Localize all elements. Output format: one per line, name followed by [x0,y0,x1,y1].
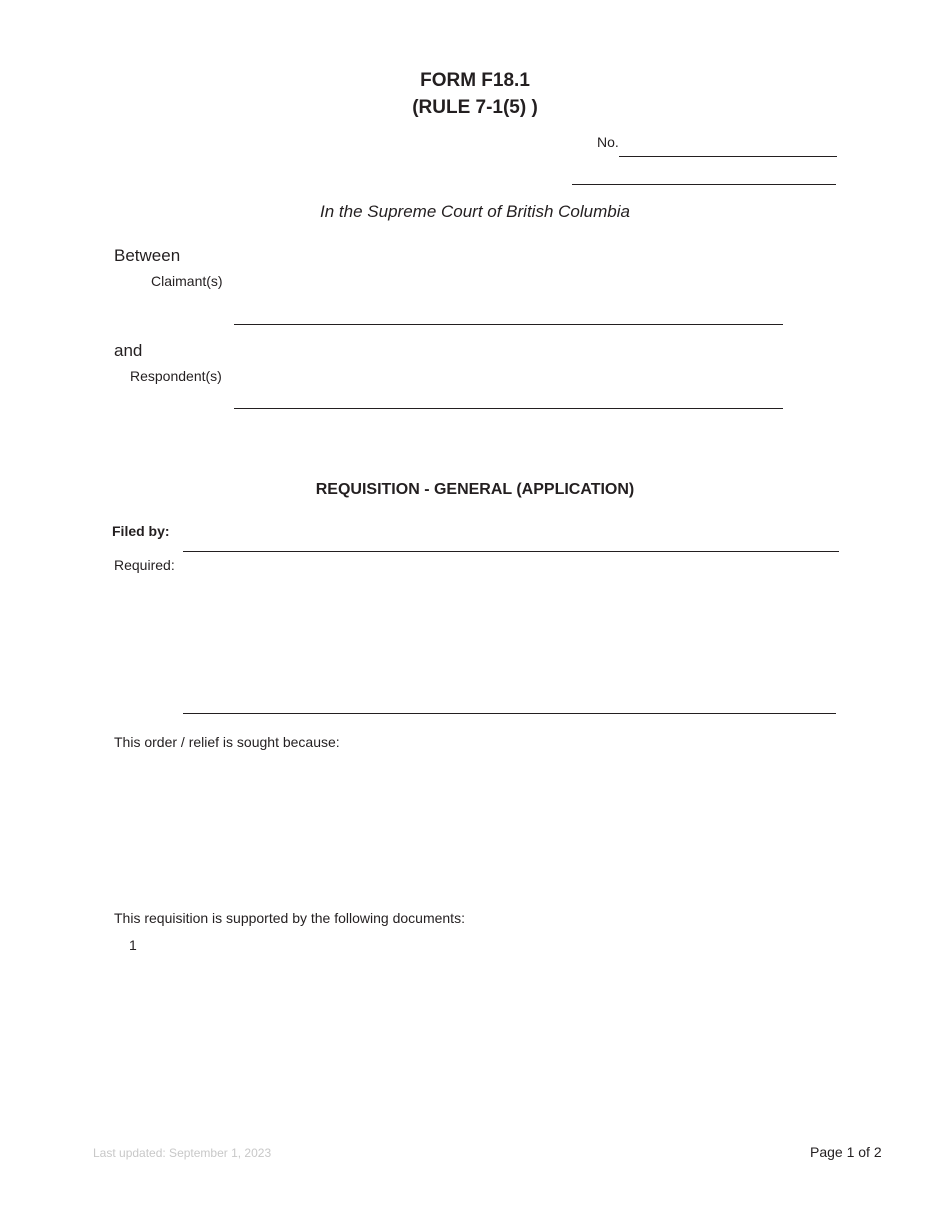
required-label: Required: [114,557,175,573]
reason-field[interactable] [114,756,836,896]
court-number-field[interactable] [619,156,837,157]
document-item-field[interactable] [145,932,836,958]
respondent-label: Respondent(s) [130,368,222,384]
respondent-field[interactable] [234,408,783,409]
and-label: and [114,341,143,360]
court-number-label: No. [597,134,619,150]
form-rule: (RULE 7-1(5) ) [412,97,538,118]
between-label: Between [114,246,181,265]
page-number: Page 1 of 2 [810,1144,882,1160]
document-item-number: 1 [129,937,137,953]
documents-label: This requisition is supported by the following documents: [114,910,465,926]
form-title: FORM F18.1 [420,70,530,91]
claimant-field[interactable] [234,324,783,325]
reason-label: This order / relief is sought because: [114,734,340,750]
filed-by-label: Filed by: [112,523,170,539]
registry-field[interactable] [572,184,836,185]
claimant-label: Claimant(s) [151,273,223,289]
required-field[interactable] [183,713,836,714]
last-updated: Last updated: September 1, 2023 [93,1146,272,1160]
court-name: In the Supreme Court of British Columbia [320,202,630,221]
requisition-heading: REQUISITION - GENERAL (APPLICATION) [315,481,635,498]
filed-by-field[interactable] [183,551,839,552]
